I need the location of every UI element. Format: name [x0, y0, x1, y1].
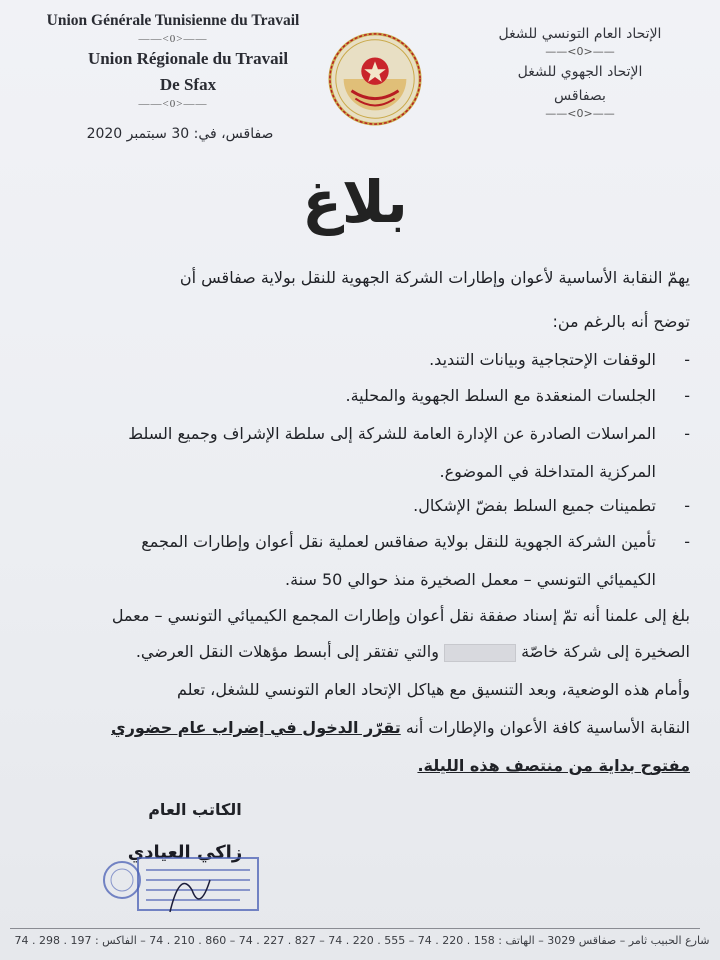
document-date: صفاقس، في: 30 سبتمبر 2020 — [86, 126, 274, 142]
para3-line2 — [111, 718, 690, 737]
header-ar-separator1: ——<0>—— — [545, 45, 615, 58]
para2-line1: بلغ إلى علمنا أنه تمّ إسناد صفقة نقل أعوان وإطارات المجمع الكيميائي التونسي – معمل — [111, 606, 690, 625]
header-fr-separator2: ——<0>—— — [138, 98, 208, 110]
header-ar-line3: بصفاقس — [554, 88, 606, 104]
bullet-text-continued: الكيميائي التونسي – معمل الصخيرة منذ حوالي 50 سنة. — [285, 570, 656, 589]
union-logo-icon — [326, 30, 424, 128]
signature-role: الكاتب العام — [148, 800, 242, 819]
para3-line2-start: النقابة الأساسية كافة الأعوان والإطارات أنه — [405, 718, 690, 737]
bullet-dash: - — [684, 350, 690, 369]
official-stamp-icon — [100, 850, 265, 920]
bullet-text: المراسلات الصادرة عن الإدارة العامة للشركة إلى سلطة الإشراف وجميع السلط — [128, 424, 656, 443]
redacted-company-name — [444, 644, 516, 662]
header-fr-line2: Union Régionale du Travail — [87, 49, 289, 68]
bullet-text: الجلسات المنعقدة مع السلط الجهوية والمحلية. — [345, 386, 656, 405]
strike-start-time: مفتوح بداية من منتصف هذه الليلة. — [417, 756, 690, 775]
bullet-text: تطمينات جميع السلط بفضّ الإشكال. — [413, 496, 656, 515]
header-arabic — [460, 26, 700, 123]
para2-line2-end: والتي تفتقر إلى أبسط مؤهلات النقل العرضي. — [135, 642, 439, 661]
para3-line1: وأمام هذه الوضعية، وبعد التنسيق مع هياكل الإتحاد العام التونسي للشغل، تعلم — [176, 680, 690, 699]
bullet-dash: - — [684, 386, 690, 405]
bullet-text-continued: المركزية المتداخلة في الموضوع. — [439, 462, 656, 481]
header-ar-line2: الإتحاد الجهوي للشغل — [517, 64, 643, 80]
header-fr-line1: Union Générale Tunisienne du Travail — [46, 12, 300, 29]
header-ar-separator2: ——<0>—— — [545, 107, 615, 120]
document-title: بلاغ — [302, 168, 408, 236]
bullet-dash: - — [684, 496, 690, 515]
para3-line3 — [417, 756, 690, 775]
header-ar-line1: الإتحاد العام التونسي للشغل — [498, 26, 662, 42]
header-fr-line3: De Sfax — [159, 75, 217, 94]
footer-address: شارع الحبيب ثامر – صفاقس 3029 – الهاتف : 158 . 220 . 74 – 555 . 220 . 74 – 827 . 227 . 74 – 860 . 210 . 74 – الفاكس : 197 . 298 . 74 — [14, 934, 710, 947]
para2-line2-start: الصخيرة إلى شركة خاصّة — [521, 642, 690, 661]
bullet-text: الوقفات الإحتجاجية وبيانات التنديد. — [429, 350, 656, 369]
intro-line1: يهمّ النقابة الأساسية لأعوان وإطارات الشركة الجهوية للنقل بولاية صفاقس أن — [179, 268, 690, 287]
header-fr-separator1: ——<0>—— — [138, 33, 208, 45]
header-french — [18, 12, 328, 114]
signature-name: زاكي العيادي — [127, 842, 243, 863]
strike-announcement: تقرّر الدخول في إضراب عام حضوري — [111, 718, 401, 737]
bullet-dash: - — [684, 424, 690, 443]
bullet-dash: - — [684, 532, 690, 551]
intro-line2: توضح أنه بالرغم من: — [552, 312, 690, 331]
para2-line2 — [136, 642, 690, 662]
bullet-text: تأمين الشركة الجهوية للنقل بولاية صفاقس لعملية نقل أعوان وإطارات المجمع — [141, 532, 656, 551]
footer-divider — [10, 928, 700, 929]
